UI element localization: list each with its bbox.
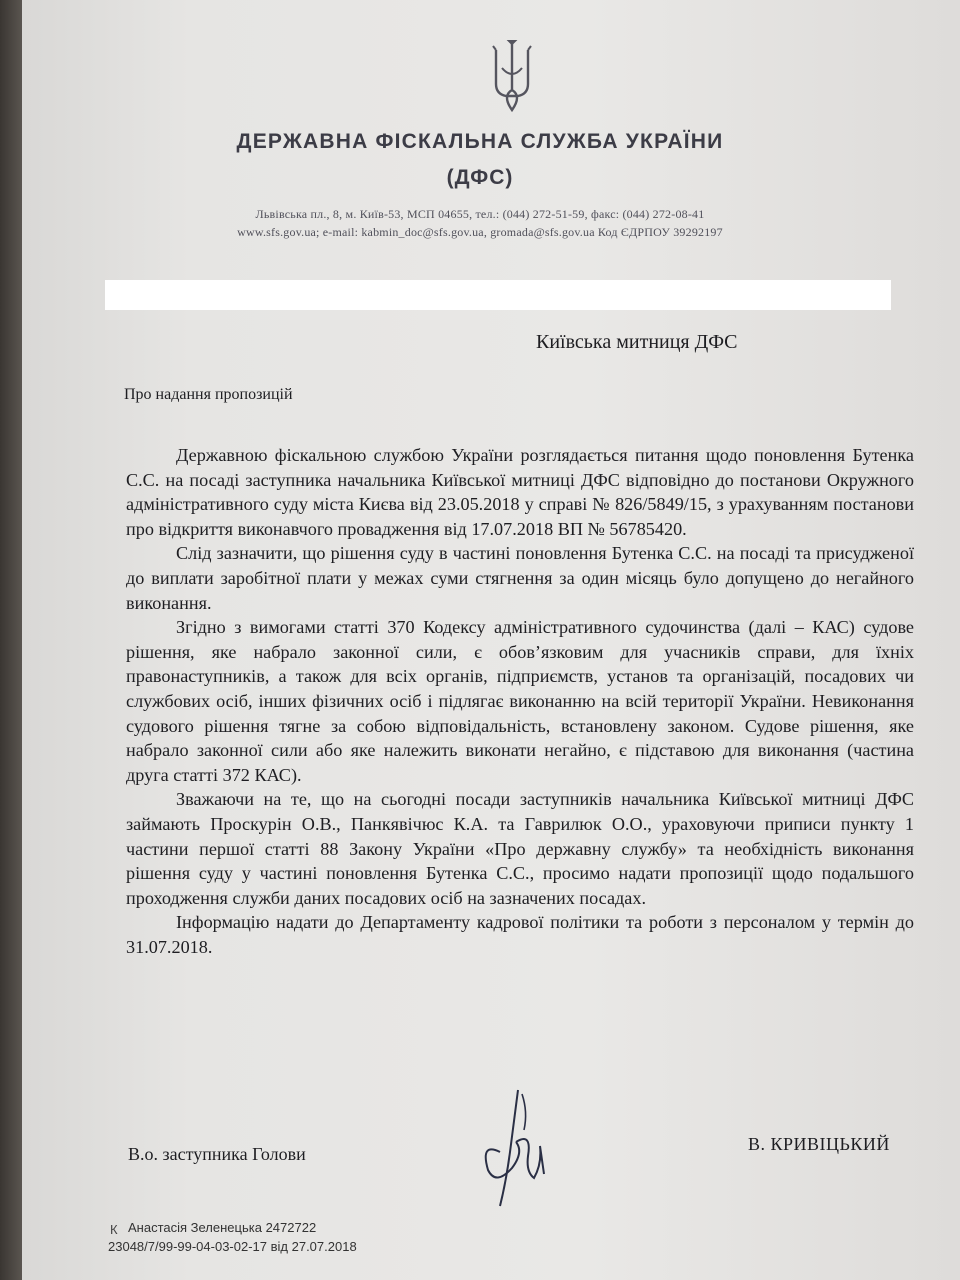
letter-body (126, 443, 914, 959)
executor-line: Анастасія Зеленецька 2472722 (128, 1220, 317, 1235)
body-paragraph: Державною фіскальною службою України розглядається питання щодо поновлення Бутенка С.С. на посаді заступника начальника Київської митниці ДФС відповідно до постанови Окружного адміністративного суду міста Києва від 23.05.2018 у справі № 826/5849/15, з урахуванням постанови про відкриття виконавчого провадження від 17.07.2018 ВП № 56785420. (126, 445, 914, 539)
organization-abbreviation: (ДФС) (446, 166, 514, 189)
signatory-name: В. КРИВІЦЬКИЙ (748, 1134, 890, 1154)
letter-page (22, 0, 960, 1280)
body-paragraph: Інформацію надати до Департаменту кадрової політики та роботи з персоналом у термін до 31.07.2018. (126, 912, 914, 957)
trident-emblem-icon (490, 40, 534, 114)
contacts-line: www.sfs.gov.ua; e-mail: kabmin_doc@sfs.gov.ua, gromada@sfs.gov.ua Код ЄДРПОУ 39292197 (237, 225, 723, 239)
letter-subject: Про надання пропозицій (124, 386, 293, 403)
address-line: Львівська пл., 8, м. Київ-53, МСП 04655, тел.: (044) 272-51-59, факс: (044) 272-08-41 (255, 207, 705, 221)
organization-title: ДЕРЖАВНА ФІСКАЛЬНА СЛУЖБА УКРАЇНИ (236, 130, 724, 153)
page-shadow (0, 0, 22, 1280)
recipient: Київська митниця ДФС (536, 331, 738, 353)
mark-letter: К (110, 1222, 118, 1237)
registration-number: 23048/7/99-99-04-03-02-17 від 27.07.2018 (108, 1239, 357, 1254)
redaction-bar (105, 280, 891, 310)
handwritten-signature (470, 1082, 560, 1212)
body-paragraph: Слід зазначити, що рішення суду в частині поновлення Бутенка С.С. на посаді та присудженої до виплати заробітної плати у межах суми стягнення за один місяць було допущено до негайного виконання. (126, 543, 914, 613)
body-paragraph: Зважаючи на те, що на сьогодні посади заступників начальника Київської митниці ДФС займають Проскурін О.В., Панкявічюс К.А. та Гаврилюк О.О., ураховуючи приписи пункту 1 частини першої статті 88 Закону України «Про державну службу» та необхідність виконання рішення суду у частині поновлення Бутенка С.С., просимо надати пропозиції щодо подальшого проходження служби даних посадових осіб на зазначених посадах. (126, 789, 914, 908)
body-paragraph: Згідно з вимогами статті 370 Кодексу адміністративного судочинства (далі – КАС) судове рішення, яке набрало законної сили, є обов’язковим для учасників справи, для їхніх правонаступників, а також для всіх органів, підприємств, установ та організацій, посадових чи службових осіб, інших фізичних осіб і підлягає виконанню на всій території України. Невиконання судового рішення тягне за собою відповідальність, встановлену законом. Судове рішення, яке набрало законної сили або яке належить виконати негайно, є підставою для виконання (частина друга статті 372 КАС). (126, 617, 914, 785)
signatory-role: В.о. заступника Голови (128, 1144, 306, 1164)
